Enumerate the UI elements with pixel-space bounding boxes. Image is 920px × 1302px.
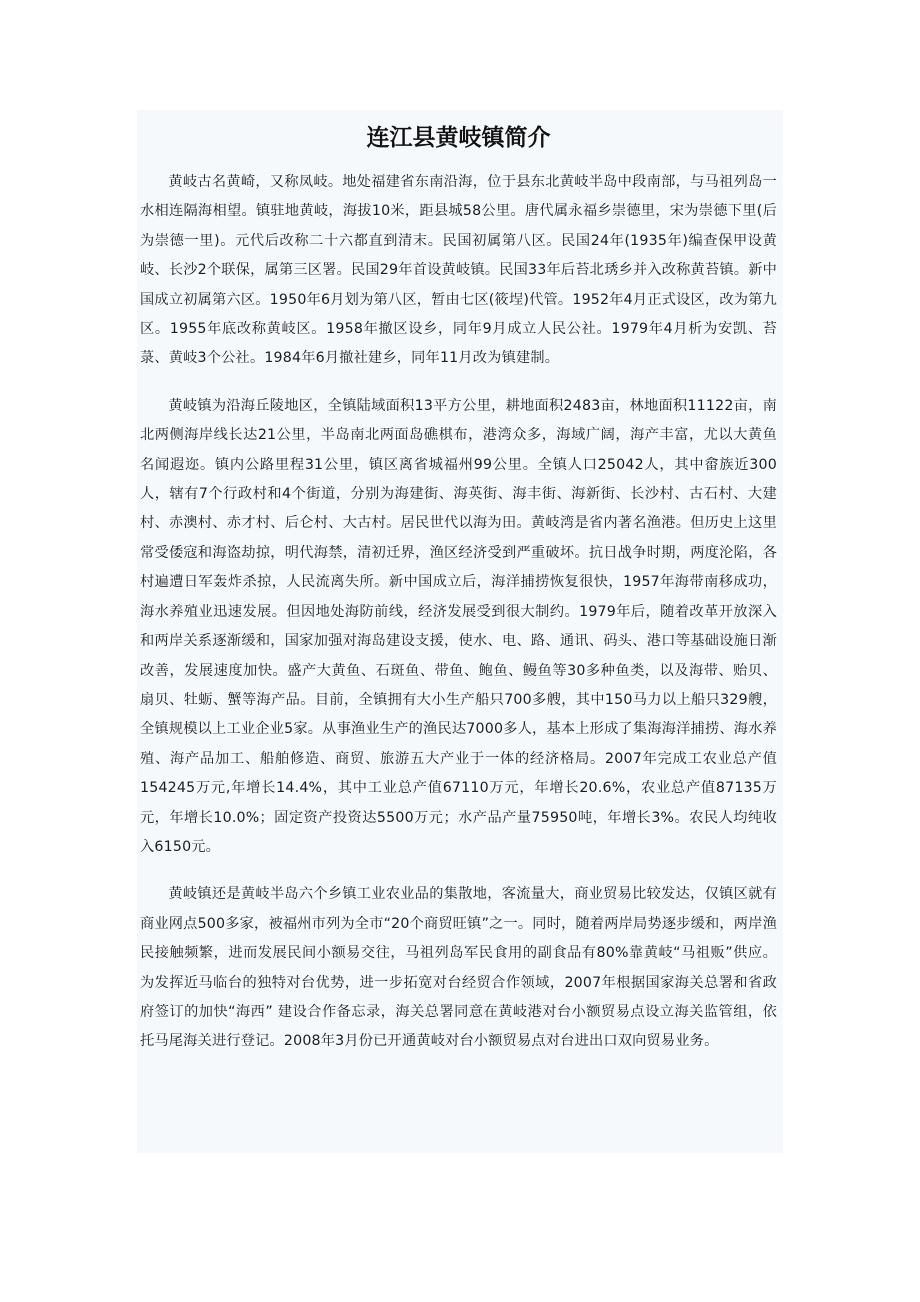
- document-panel: [137, 110, 783, 1153]
- paragraph-trade: 黄岐镇还是黄岐半岛六个乡镇工业农业品的集散地，客流量大，商业贸易比较发达，仅镇区就有商业网点500多家，被福州市列为全市“20个商贸旺镇”之一。同时，随着两岸局势逐步缓和，两岸渔民接触频繁，进而发展民间小额易交往，马祖列岛军民食用的副食品有80%靠黄岐“马祖贩”供应。为发挥近马临台的独特对台优势，进一步拓宽对台经贸合作领域，2007年根据国家海关总署和省政府签订的加快“海西” 建设合作备忘录，海关总署同意在黄岐港对台小额贸易点设立海关监管组，依托马尾海关进行登记。2008年3月份已开通黄岐对台小额贸易点对台进出口双向贸易业务。: [140, 886, 777, 1050]
- document-title: 连江县黄岐镇简介: [366, 124, 551, 151]
- paragraph-geography-economy: 黄岐镇为沿海丘陵地区，全镇陆域面积13平方公里，耕地面积2483亩，林地面积11122亩，南北两侧海岸线长达21公里，半岛南北两面岛礁棋布，港湾众多，海域广阔，海产丰富，尤以大黄鱼名闻遐迩。镇内公路里程31公里，镇区离省城福州99公里。全镇人口25042人，其中畲族近300人，辖有7个行政村和4个街道，分别为海建街、海英街、海丰街、海新街、长沙村、古石村、大建村、赤澳村、赤才村、后仑村、大古村。居民世代以海为田。黄岐湾是省内著名渔港。但历史上这里常受倭寇和海盗劫掠，明代海禁，清初迁界，渔区经济受到严重破坏。抗日战争时期，两度沦陷，各村遍遭日军轰炸杀掠，人民流离失所。新中国成立后，海洋捕捞恢复很快，1957年海带南移成功，海水养殖业迅速发展。但因地处海防前线，经济发展受到很大制约。1979年后，随着改革开放深入和两岸关系逐渐缓和，国家加强对海岛建设支援，使水、电、路、通讯、码头、港口等基础设施日渐改善，发展速度加快。盛产大黄鱼、石斑鱼、带鱼、鲍鱼、鳗鱼等30多种鱼类，以及海带、贻贝、扇贝、牡蛎、蟹等海产品。目前，全镇拥有大小生产船只700多艘，其中150马力以上船只329艘，全镇规模以上工业企业5家。从事渔业生产的渔民达7000多人，基本上形成了集海海洋捕捞、海水养殖、海产品加工、船舶修造、商贸、旅游五大产业于一体的经济格局。2007年完成工农业总产值154245万元,年增长14.4%，其中工业总产值67110万元，年增长20.6%，农业总产值87135万元，年增长10.0%；固定资产投资达5500万元；水产品产量75950吨，年增长3%。农民人均纯收入6150元。: [140, 397, 777, 855]
- paragraph-history: 黄岐古名黄崎，又称凤岐。地处福建省东南沿海，位于县东北黄岐半岛中段南部，与马祖列岛一水相连隔海相望。镇驻地黄岐，海拔10米，距县城58公里。唐代属永福乡崇德里，宋为崇德下里(后为崇德一里)。元代后改称二十六都直到清末。民国初属第八区。民国24年(1935年)编查保甲设黄岐、长沙2个联保，属第三区署。民国29年首设黄岐镇。民国33年后苔北琇乡并入改称黄苔镇。新中国成立初属第六区。1950年6月划为第八区，暂由七区(筱埕)代管。1952年4月正式设区，改为第九区。1955年底改称黄岐区。1958年撤区设乡，同年9月成立人民公社。1979年4月析为安凯、苔菉、黄岐3个公社。1984年6月撤社建乡，同年11月改为镇建制。: [140, 174, 777, 367]
